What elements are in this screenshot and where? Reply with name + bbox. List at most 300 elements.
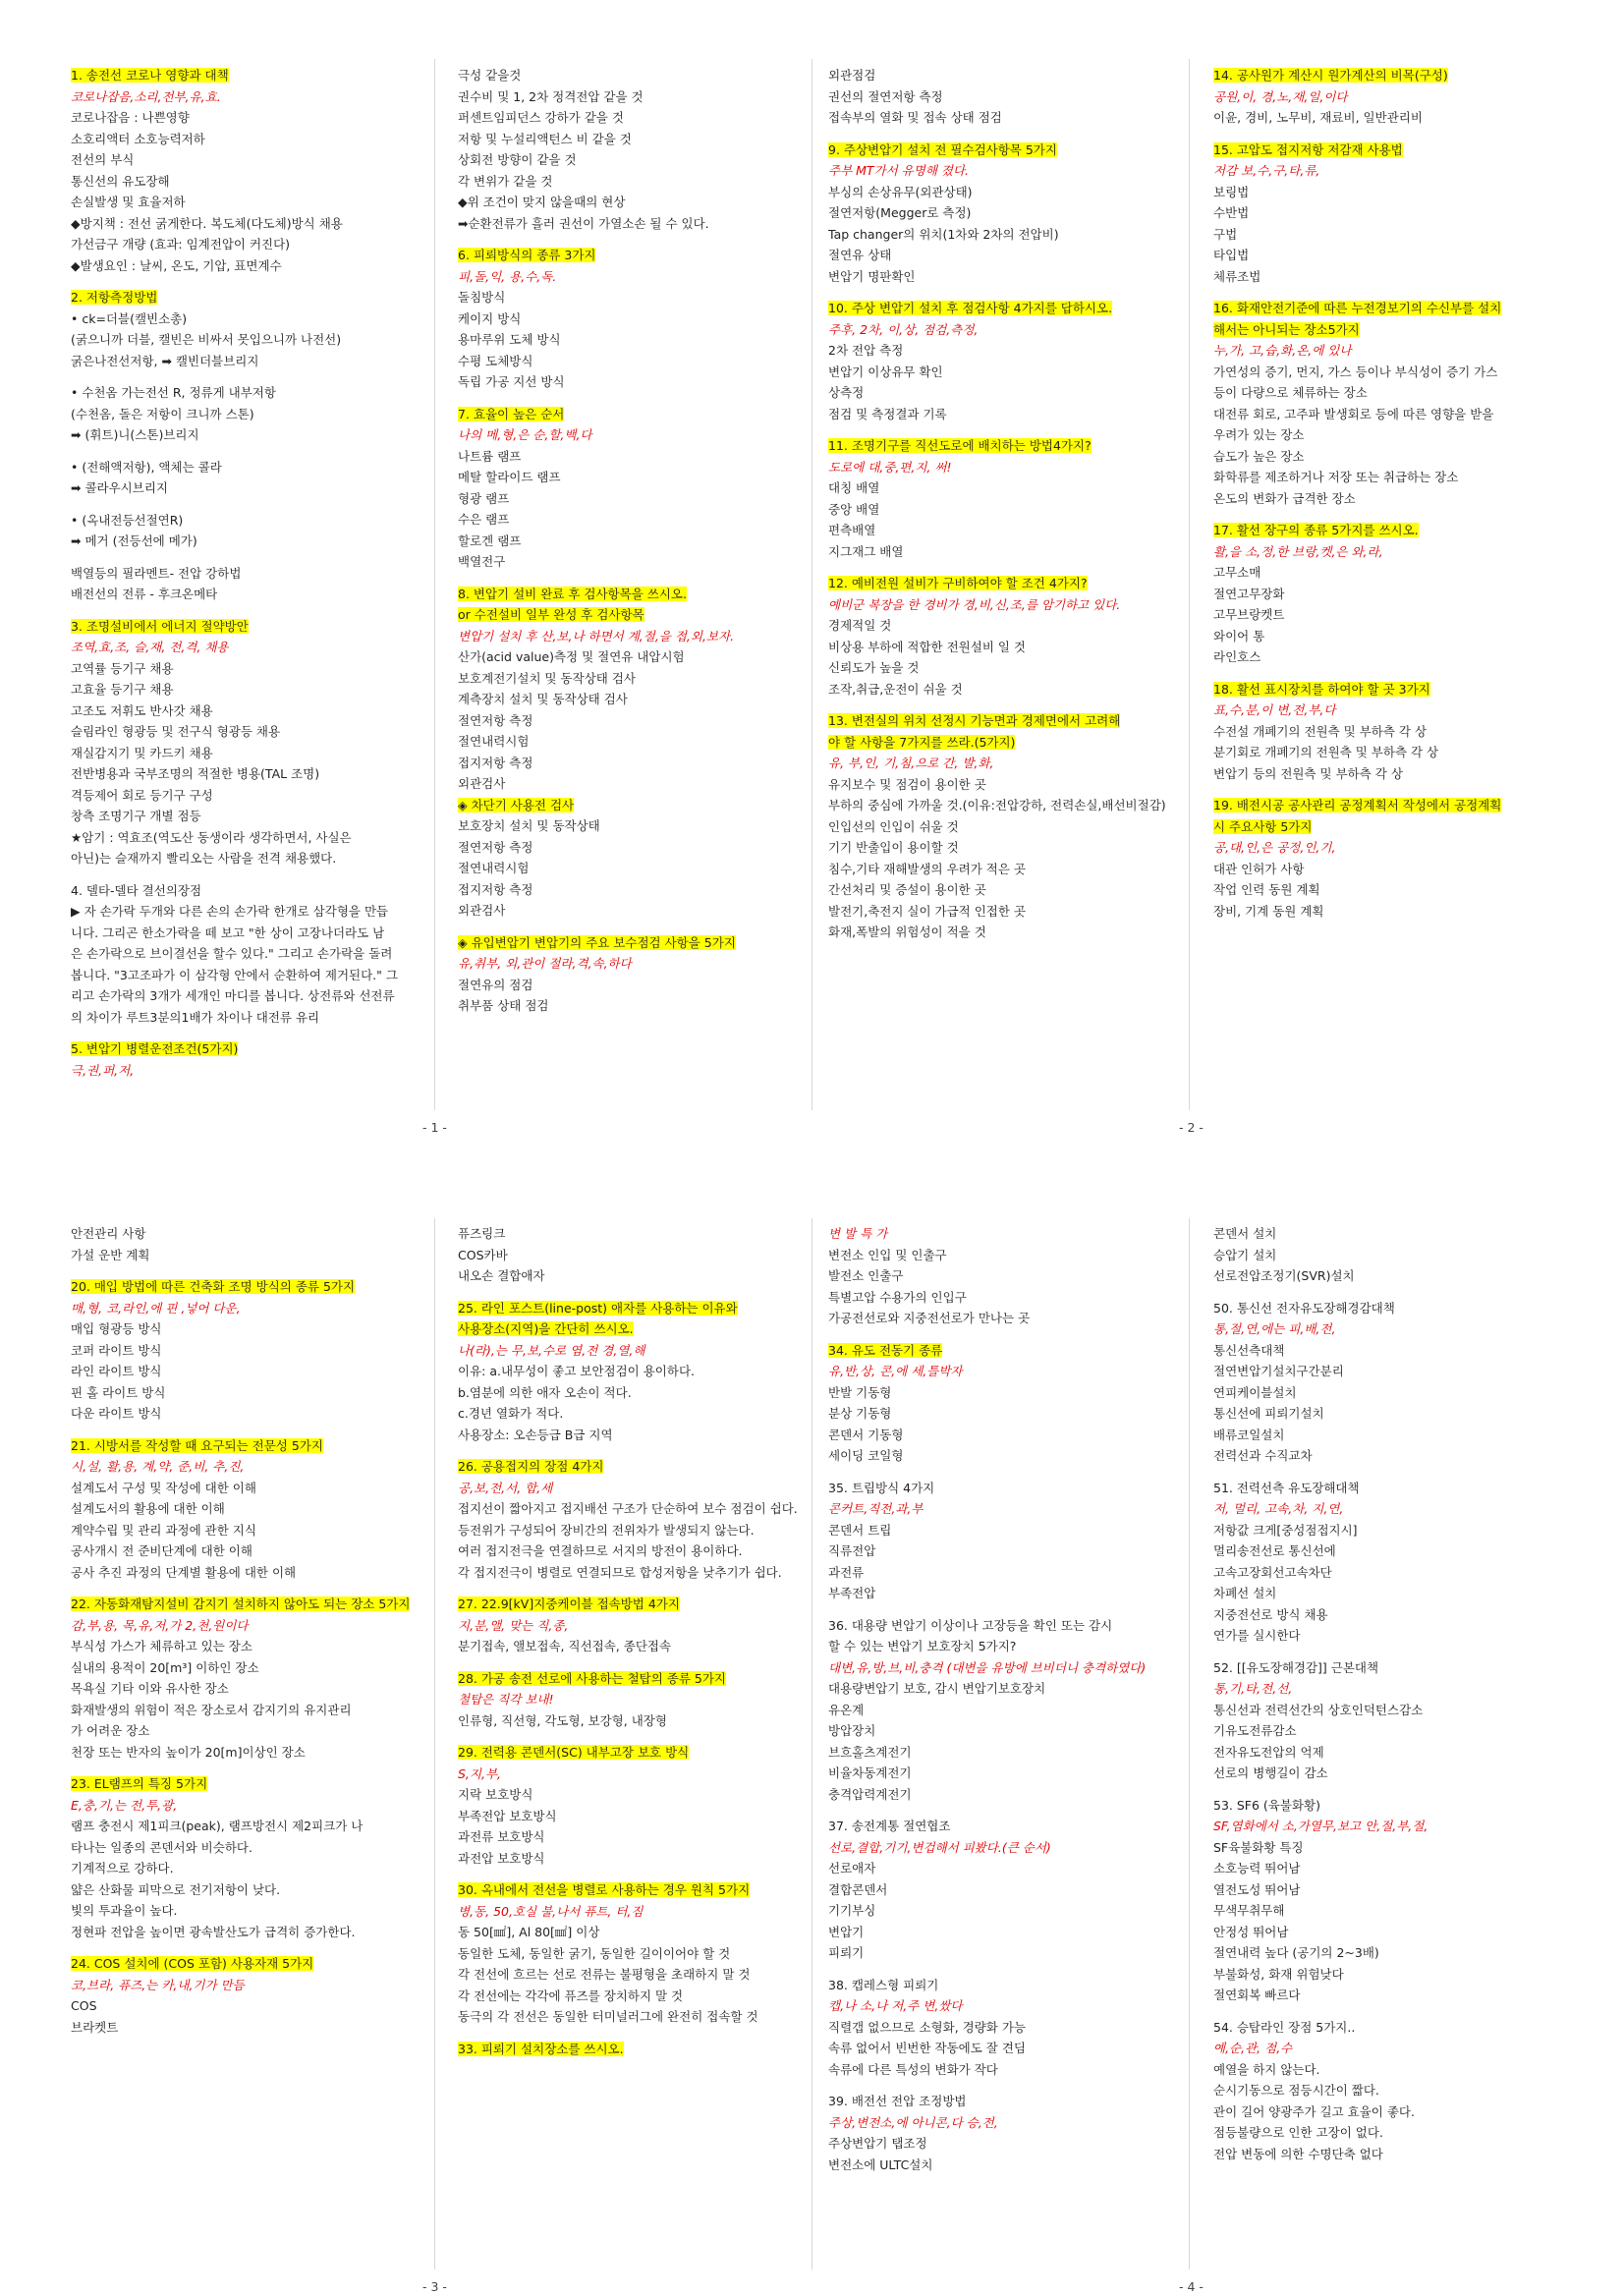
line-text: 용마루위 도체 방식 [458,332,561,347]
line-text: 나트륨 램프 [458,448,522,464]
line-text: 통신선과 전력선간의 상호인덕턴스감소 [1213,1702,1424,1717]
text-line [71,1245,424,1266]
mnemonic-line [1213,700,1567,721]
line-text: 가선금구 개량 (효과: 임계전압이 커진다) [71,237,291,252]
text-line [1213,1964,1567,1986]
text-line [828,816,1182,838]
text-line [458,446,812,468]
text-line [71,382,424,404]
line-text: 접지선이 짧아지고 접지배선 구조가 단순하여 보수 점검이 쉽다. [458,1501,798,1516]
mnemonic-text: 누,가, 고,습,화,온,에 있나 [1213,343,1352,358]
line-text: 52. [[유도장해경감]] 근본대책 [1213,1659,1379,1675]
section-heading [71,1435,424,1457]
line-text: 전반병용과 국부조명의 적절한 병용(TAL 조명) [71,766,320,781]
mnemonic-line [458,1764,812,1785]
heading-text: 24. COS 설치에 (COS 포함) 사용자재 5가지 [71,1956,314,1971]
text-line [71,107,424,129]
line-text: 봅니다. "3고조파가 이 삼각형 안에서 순환하여 제거된다." 그 [71,967,398,982]
line-text: 공사 추진 과정의 단계별 활용에 대한 이해 [71,1564,297,1580]
line-text: • ck=더블(캘빈소총) [71,310,188,326]
text-line [71,1562,424,1584]
line-text: 설계도서의 활용에 대한 이해 [71,1501,225,1516]
text-line [458,65,812,86]
line-text: 고조도 저휘도 반사갓 채용 [71,702,213,718]
line-text: 유지보수 및 점검이 용이한 곳 [828,776,986,792]
text-line [458,192,812,213]
text-line [71,901,424,923]
text-line [828,245,1182,266]
mnemonic-line [1213,340,1567,362]
line-text: ➡ (휘트)니(스톤)브리지 [71,427,199,442]
mnemonic-text: 주부 MT가서 유명해 졌다. [828,163,969,178]
spacer [828,287,1182,298]
line-text: 4. 델타-델타 결선의장점 [71,882,202,898]
line-text: 이유: a.내무성이 좋고 보안점검이 용이하다. [458,1364,695,1378]
text-line [828,1245,1182,1266]
section-heading [71,1773,424,1795]
mnemonic-line [828,160,1182,182]
line-text: 콘덴서 설치 [1213,1226,1277,1241]
section-heading [458,1879,812,1901]
page-number: - 4 - [1179,2279,1204,2294]
text-line [828,2038,1182,2059]
text-line [458,773,812,795]
line-text: 가설 운반 계획 [71,1247,150,1262]
text-line [71,743,424,764]
line-text: 이윤, 경비, 노무비, 재료비, 일반관리비 [1213,110,1423,125]
line-text: • 수천옴 가는전선 R, 정류게 내부저항 [71,385,276,400]
line-text: 36. 대용량 변압기 이상이나 고장등을 확인 또는 감시 [828,1617,1113,1633]
text-line [71,1742,424,1764]
line-text: 은 손가락으로 브이결선을 할수 있다." 그리고 손가락을 돌려 [71,946,393,961]
text-line [458,837,812,859]
line-text: 절연회복 빠르다 [1213,1988,1301,2002]
text-line [828,1879,1182,1901]
text-line [828,86,1182,108]
text-line [828,1942,1182,1964]
line-text: 빛의 투과율이 높다. [71,1903,178,1918]
line-text: 접지저항 측정 [458,755,533,770]
page3-left-column [71,1223,424,2038]
mnemonic-text: 나의 메,형,은 순,할,백,다 [458,427,592,442]
spacer [828,424,1182,435]
line-text: 아닌)는 슬재까지 빨리오는 사람을 전격 채용했다. [71,851,337,866]
text-line [71,700,424,722]
line-text: 절연저항(Megger로 측정) [828,205,972,220]
line-text: 동일한 도체, 동일한 굵기, 동일한 길이이어야 할 것 [458,1945,731,1961]
line-text: 창측 조명기구 개별 점등 [71,809,201,823]
text-line [828,499,1182,521]
line-text: 저항값 크게[중성점접지시] [1213,1522,1358,1538]
line-text: 부싱의 손상유무(외관상태) [828,184,973,199]
line-text: 화재발생의 위험이 적은 장소로서 감지기의 유지관리 [71,1702,352,1717]
page4-right-column [1213,1223,1567,2164]
text-line [71,658,424,680]
section-heading [1213,319,1567,341]
line-text: 가 어려운 장소 [71,1723,150,1738]
mnemonic-line [1213,86,1567,108]
text-line [828,1720,1182,1742]
mnemonic-text: 공,보,전,서, 합,세 [458,1480,553,1495]
text-line [1213,1900,1567,1922]
text-line [71,1403,424,1425]
text-line [1213,1478,1567,1499]
section-heading [1213,298,1567,319]
line-text: 화재,폭발의 위험성이 적을 것 [828,924,986,939]
text-line [828,1425,1182,1446]
line-text: 보호계전기설치 및 동작상태 검사 [458,670,636,686]
line-text: 부족전압 보호방식 [458,1808,557,1823]
line-text: Tap changer의 위치(1차와 2차의 전압비) [828,226,1059,242]
line-text: 지그재그 배열 [828,543,904,559]
text-line [458,149,812,171]
mnemonic-text: 주상,변전소,에 아니콘,다 승,전, [828,2114,998,2130]
line-text: 퓨즈링크 [458,1226,506,1241]
heading-text: 33. 피뢰기 설치장소를 쓰시오. [458,2041,624,2056]
heading-text: 23. EL램프의 특징 5가지 [71,1776,208,1791]
line-text: 비상용 부하에 적합한 전원설비 일 것 [828,639,1026,654]
text-line [458,879,812,901]
line-text: 대전류 회로, 고주파 발생회로 등에 따른 영향을 받을 [1213,406,1494,421]
line-text: 54. 승탑라인 장점 5가지.. [1213,2019,1356,2035]
line-text: 니다. 그리곤 한소가락을 떼 보고 "한 상이 고장나더라도 남 [71,924,385,940]
text-line [458,858,812,879]
text-line [458,531,812,552]
line-text: 통신선의 유도장해 [71,173,170,189]
spacer [458,393,812,404]
line-text: 돌침방식 [458,290,506,305]
text-line [828,107,1182,129]
line-text: 변압기 이상유무 확인 [828,364,943,379]
line-text: 타입법 [1213,248,1250,262]
line-text: 계측장치 설치 및 동작상태 검사 [458,692,628,706]
line-text: 절연내력 높다 (공기의 2~3배) [1213,1945,1379,1960]
section-heading [458,584,812,605]
text-line [71,192,424,213]
mnemonic-line [828,1995,1182,2017]
section-heading [828,1340,1182,1362]
text-line [1213,1837,1567,1859]
heading-text: 25. 라인 포스트(line-post) 애자를 사용하는 이유와 [458,1300,738,1316]
text-line [458,689,812,710]
text-line [1213,2122,1567,2144]
text-line [828,224,1182,246]
text-line [828,1382,1182,1404]
line-text: 특별고압 수용가의 인입구 [828,1289,967,1305]
text-line [1213,1858,1567,1879]
line-text: 부식성 가스가 체류하고 있는 장소 [71,1639,252,1653]
line-text: 절연고무장화 [1213,586,1285,601]
text-line [1213,1604,1567,1626]
section-heading [71,1038,424,1060]
mnemonic-text: 주후, 2차, 이,상, 점검,측정, [828,321,979,337]
line-text: 연피케이블설치 [1213,1384,1297,1400]
line-text: 외관점검 [828,68,876,83]
line-text: 통신선측대책 [1213,1342,1285,1358]
text-line [71,880,424,902]
line-text: 의 차이가 루트3분의1배가 차이나 대전류 유리 [71,1009,320,1025]
text-line [1213,488,1567,510]
text-line [458,646,812,668]
heading-text: 8. 변압기 설비 완료 후 검사항목을 쓰시오. [458,586,687,601]
text-line [458,1540,812,1562]
spacer [1213,287,1567,298]
mnemonic-line [828,1498,1182,1520]
text-line [458,1562,812,1584]
text-line [1213,646,1567,668]
line-text: 백열등의 필라멘트- 전압 강하법 [71,565,242,581]
text-line [71,171,424,193]
text-line [458,1922,812,1943]
line-text: 코퍼 라이트 방식 [71,1342,162,1358]
section-heading [1213,679,1567,700]
heading-text: 20. 매입 방법에 따른 건축화 조명 방식의 종류 5가지 [71,1279,356,1294]
mnemonic-text: 변 발 특 가 [828,1226,888,1241]
mnemonic-line [1213,1318,1567,1340]
line-text: 신뢰도가 높을 것 [828,660,920,675]
text-line [71,1922,424,1943]
text-line [71,563,424,585]
line-text: 내오손 결합애자 [458,1268,545,1283]
heading-text: 29. 전력용 콘덴서(SC) 내부고장 보호 방식 [458,1745,690,1760]
line-text: 관이 길어 양광주가 길고 효율이 좋다. [1213,2103,1415,2119]
mnemonic-line [71,637,424,658]
mnemonic-line [71,1060,424,1082]
line-text: 매입 형광등 방식 [71,1321,162,1336]
section-heading [1213,816,1567,838]
line-text: 온도의 변화가 급격한 장소 [1213,490,1356,506]
spacer [458,1287,812,1298]
text-line [828,404,1182,425]
section-heading [71,1276,424,1298]
text-line [71,149,424,171]
text-line [1213,1298,1567,1319]
mnemonic-line [71,1615,424,1637]
mnemonic-line [458,1340,812,1362]
section-heading [1213,140,1567,161]
text-line [828,774,1182,796]
line-text: 동극의 각 전선은 동일한 터미널러그에 완전히 접속할 것 [458,2009,758,2024]
text-line [828,1562,1182,1584]
line-text: 대용량변압기 보호, 감시 변압기보호장치 [828,1681,1046,1696]
text-line [828,1540,1182,1562]
text-line [458,1403,812,1425]
line-text: 구법 [1213,226,1238,242]
text-line [1213,1520,1567,1541]
line-text: 목욕실 기타 이와 유사한 장소 [71,1681,229,1696]
mnemonic-line [1213,541,1567,563]
line-text: 53. SF6 (육불화황) [1213,1797,1320,1813]
line-text: 각 전선에는 각각에 퓨즈를 장치하지 말 것 [458,1988,684,2003]
text-line [828,1763,1182,1784]
text-line [1213,107,1567,129]
line-text: 열전도성 뛰어남 [1213,1881,1301,1897]
text-line [71,351,424,372]
page-number: - 3 - [422,2279,447,2294]
text-line [71,827,424,849]
text-line [828,382,1182,404]
line-text: 기계적으로 강하다. [71,1861,174,1876]
line-text: 2차 전압 측정 [828,343,904,358]
text-line [458,1361,812,1382]
text-line [1213,446,1567,468]
spacer [1213,668,1567,679]
heading-text: ◈ 차단기 사용전 검사 [458,797,575,812]
mnemonic-line [458,1901,812,1923]
line-text: 결합콘덴서 [828,1881,888,1897]
text-line [71,584,424,605]
text-line [458,1986,812,2007]
text-line [1213,562,1567,584]
mnemonic-text: 시,설, 활,용, 계,약, 준,비, 추,진, [71,1459,245,1474]
text-line [71,510,424,532]
mnemonic-text: 나(라),는 무,보,수로 염,전 경,열,해 [458,1342,645,1358]
line-text: 침수,기타 재해발생의 우려가 적은 곳 [828,861,1026,876]
text-line [458,287,812,308]
text-line [828,2091,1182,2112]
mnemonic-line [1213,2038,1567,2059]
line-text: 작업 인력 동원 계획 [1213,882,1320,897]
page1-left-column [71,65,424,1081]
text-line [1213,763,1567,785]
text-line [458,1425,812,1446]
line-text: 재실감지기 및 카드키 채용 [71,745,213,760]
line-text: b.염분에 의한 애자 오손이 적다. [458,1384,632,1400]
line-text: 체류조법 [1213,268,1261,284]
line-text: 멀리송전선로 통신선에 [1213,1543,1336,1558]
mnemonic-line [71,86,424,108]
heading-text: 10. 주상 변압기 설치 후 점검사항 4가지를 답하시오. [828,301,1113,315]
mnemonic-line [828,457,1182,478]
line-text: 분기접속, 앨보접속, 직선접속, 종단접속 [458,1639,672,1653]
text-line [1213,1382,1567,1404]
line-text: 인입선의 인입이 쉬울 것 [828,818,959,834]
line-text: 세이딩 코일형 [828,1448,904,1463]
text-line [1213,1562,1567,1584]
text-line [458,1964,812,1986]
heading-text: 21. 시방서를 작성할 때 요구되는 전문성 5가지 [71,1437,323,1453]
text-line [828,2017,1182,2039]
text-line [71,721,424,743]
text-line [1213,1403,1567,1425]
line-text: 등전위가 구성되어 장비간의 전위차가 발생되지 않는다. [458,1522,755,1538]
mnemonic-line [1213,160,1567,182]
line-text: 절연저항 측정 [458,712,533,728]
text-line [71,985,424,1007]
text-line [1213,1245,1567,1266]
spacer [71,371,424,382]
text-line [71,1498,424,1520]
line-text: ◆발생요인 : 날씨, 온도, 기압, 표면계수 [71,257,282,273]
heading-text: 5. 변압기 병렬운전조건(5가지) [71,1041,239,1056]
line-text: 절연유 상태 [828,248,892,262]
line-text: 권수비 및 1, 2차 정격전압 같을 것 [458,88,644,104]
line-text: 분기회로 개폐기의 전원측 및 부하측 각 상 [1213,745,1439,759]
line-text: 예열을 하지 않는다. [1213,2061,1320,2077]
heading-text: 14. 공사원가 계산시 원가계산의 비목(구성) [1213,68,1448,83]
mnemonic-text: 철탑은 직각 보내! [458,1692,554,1707]
text-line [828,65,1182,86]
text-line [828,520,1182,541]
heading-text: 1. 송전선 코로나 영향과 대책 [71,68,229,83]
heading-text: 28. 가공 송전 선로에 사용하는 철탑의 종류 5가지 [458,1670,726,1686]
spacer [828,1964,1182,1975]
text-line [458,753,812,774]
spacer [1213,1287,1567,1298]
text-line [1213,879,1567,901]
mnemonic-line [458,1478,812,1499]
section-heading [458,245,812,266]
line-text: 충격압력계전기 [828,1786,912,1802]
spacer [71,1942,424,1953]
spacer [71,1265,424,1276]
mnemonic-line [458,1689,812,1710]
text-line [71,848,424,869]
text-line [1213,1720,1567,1742]
section-heading [828,298,1182,319]
text-line [458,995,812,1017]
text-line [1213,1425,1567,1446]
line-text: 분상 기동형 [828,1406,892,1421]
mnemonic-line [71,1456,424,1478]
mnemonic-text: 콘커트,직전,과,부 [828,1501,924,1516]
text-line [458,1848,812,1870]
text-line [1213,1942,1567,1964]
mnemonic-line [458,1615,812,1637]
text-line [828,1308,1182,1329]
line-text: 와이어 통 [1213,628,1265,644]
text-line [71,308,424,330]
text-line [458,1498,812,1520]
line-text: 피뢰기 [828,1945,865,1960]
text-line [71,1816,424,1837]
line-text: 고역률 등기구 채용 [71,660,174,676]
spacer [458,573,812,584]
text-line [1213,1583,1567,1604]
text-line [71,1382,424,1404]
text-line [1213,404,1567,425]
text-line [71,763,424,785]
line-text: 과전류 보호방식 [458,1829,545,1844]
text-line [828,637,1182,658]
line-text: 통신선에 피뢰기설치 [1213,1406,1324,1421]
line-text: 발전기,축전지 실이 가급적 인접한 곳 [828,903,1026,919]
section-heading [71,616,424,638]
text-line [458,2006,812,2028]
spacer [458,1869,812,1879]
line-text: 퍼센트임피던스 강하가 같을 것 [458,110,624,125]
mnemonic-text: 병,동, 50,호실 불,나서 퓨트, 터,짐 [458,1903,644,1919]
text-line [1213,1223,1567,1245]
line-text: 리고 손가락의 3개가 세개인 마디를 봅니다. 상전류와 선전류 [71,988,395,1003]
page-number: - 2 - [1179,1120,1204,1135]
line-text: 각 변위가 같을 것 [458,173,553,189]
text-line [458,1636,812,1657]
column-divider [434,1218,435,2269]
line-text: 변압기 명판확인 [828,268,916,284]
line-text: 수전설 개폐기의 전원측 및 부하측 각 상 [1213,723,1428,739]
text-line [458,107,812,129]
text-line [71,1340,424,1362]
line-text: 속류 없어서 빈번한 작동에도 잘 견딤 [828,2041,1026,2055]
text-line [1213,1763,1567,1784]
line-text: 우려가 있는 장소 [1213,427,1305,442]
line-text: 선로의 병행길이 감소 [1213,1765,1328,1780]
mnemonic-line [828,753,1182,774]
text-line [1213,182,1567,203]
text-line [71,457,424,478]
line-text: 계약수립 및 관리 과정에 관한 지식 [71,1522,256,1538]
